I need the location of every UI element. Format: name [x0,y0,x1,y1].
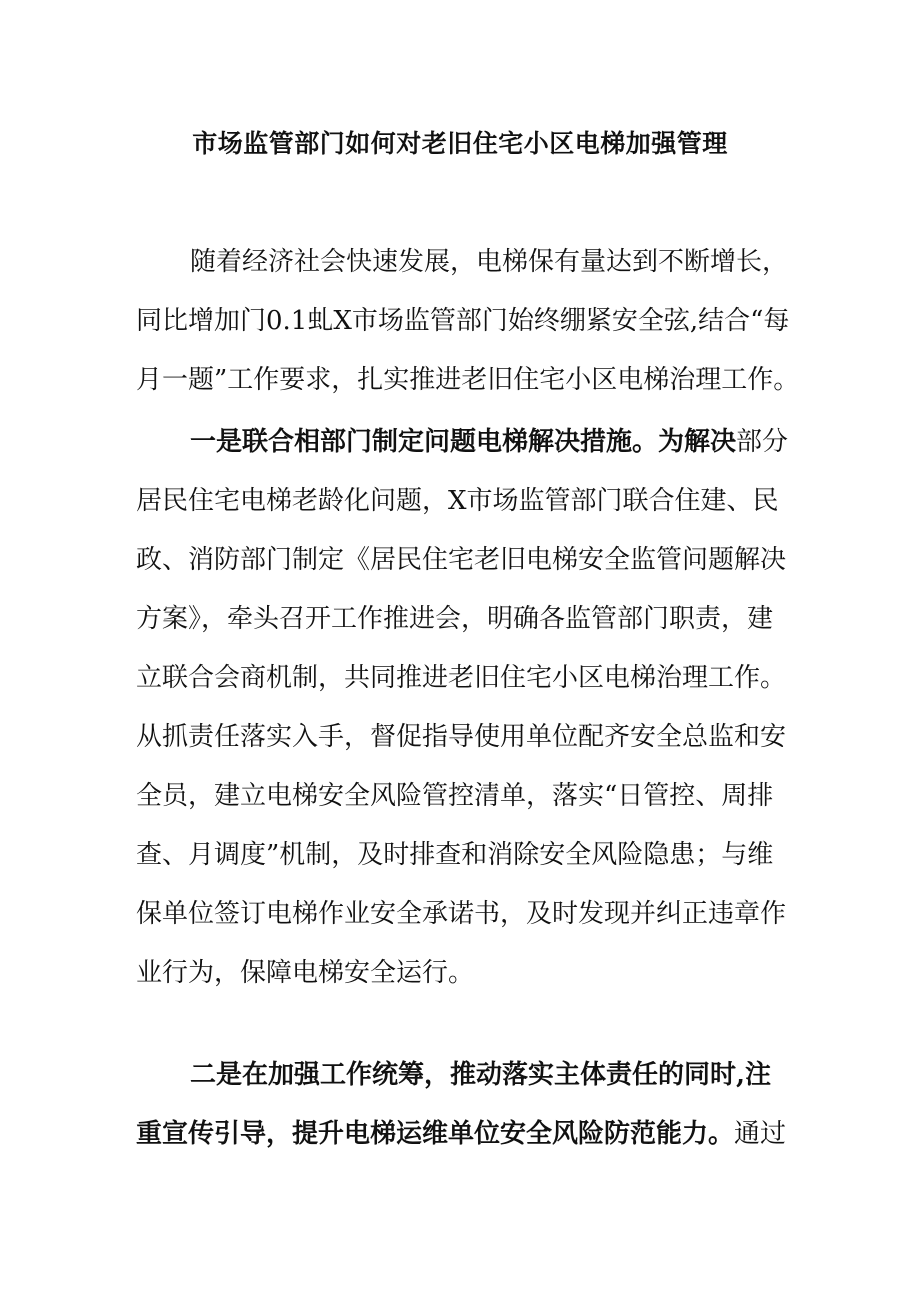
para2-line1 [190,424,788,460]
para2-lead-bold: 一是联合相部门制定问题电梯解决措施。为解决 [190,427,737,457]
para1-line1: 随着经济社会快速发展，电梯保有量达到不断增长， [190,247,789,277]
para2-line6: 从抓责任落实入手，督促指导使用单位配齐安全总监和安 [136,722,787,752]
para2-line8: 查、月调度”机制，及时排查和消除安全风险隐患；与维 [136,840,774,870]
para2-lead-normal: 部分 [736,427,789,457]
para2-line5: 立联合会商机制，共同推进老旧住宅小区电梯治理工作。 [136,663,787,693]
para1-line2: 同比增加门0.1虬X市场监管部门始终绷紧安全弦,结合“每 [136,306,790,336]
para2-line4: 方案》，牵头召开工作推进会，明确各监管部门职责，建 [136,604,774,634]
para3-line2 [136,1116,786,1152]
para2-line7: 全员，建立电梯安全风险管控清单，落实“日管控、周排 [136,781,774,811]
para3-line2-normal: 通过 [734,1119,787,1149]
para2-line3: 政、消防部门制定《居民住宅老旧电梯安全监管问题解决 [136,545,787,575]
para1-line3: 月一题”工作要求，扎实推进老旧住宅小区电梯治理工作。 [136,365,800,395]
para2-line10: 业行为，保障电梯安全运行。 [136,958,475,988]
para3-line1: 二是在加强工作统筹，推动落实主体责任的同时,注 [190,1060,772,1090]
para2-line9: 保单位签订电梯作业安全承诺书，及时发现并纠正违章作 [136,899,787,929]
para3-line2-bold: 重宣传引导，提升电梯运维单位安全风险防范能力。 [136,1119,735,1149]
para2-line2: 居民住宅电梯老龄化问题，X市场监管部门联合住建、民 [136,486,779,516]
document-title: 市场监管部门如何对老旧住宅小区电梯加强管理 [192,129,728,158]
